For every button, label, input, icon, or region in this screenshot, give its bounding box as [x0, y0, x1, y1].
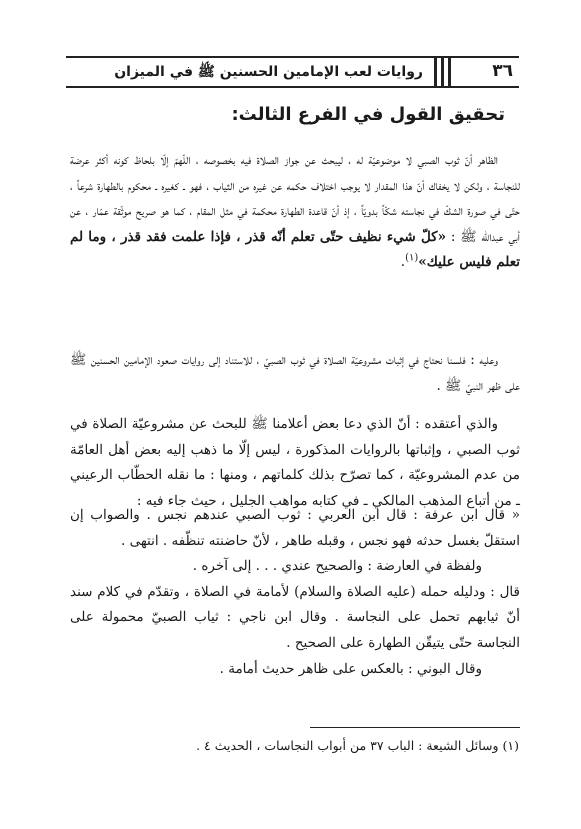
header-separator: [448, 56, 451, 88]
footnote-reference: (١): [405, 252, 419, 264]
paragraph-1-text: الظاهر أنّ ثوب الصبي لا موضوعيّة له ، ليبحث عن جواز الصلاة فيه بخصوصه ، اللّهمّ إلّا بلحاظ كونه أكثر عرضة للنجاسة ، ولكن لا يخفاك أنّ هذا المقدار لا يوجب اختلاف حكمه عن غيره من الثياب ، فهو ـ كغيره ـ محكوم بالطهارة شرعاً ، حتّى في صورة الشكّ في نجاسته شكّاً بدويّاً ، إذ أنّ قاعدة الطهارة محكمة في مثل المقام ، كما هو صريح موثّقة عمّار ، عن أبي عبدالله ﷺ :: [70, 152, 520, 245]
running-title: روايات لعب الإمامين الحسنين ﷺ في الميزان: [114, 64, 423, 80]
page-number: ٣٦: [492, 61, 513, 81]
quote-line-3: قال : ودليله حمله (عليه الصلاة والسلام) لأمامة في الصلاة ، وتقدّم في كلام سند أنّ ثيابهم تحمل على النجاسة . وقال ابن ناجي : ثياب الصبيّ محمولة على النجاسة حتّى يتيقّن الطهارة على الصحيح .: [70, 583, 520, 651]
running-header: [66, 56, 519, 88]
paragraph-1-end: .: [400, 254, 406, 271]
paragraph-2-text: وعليه : فلسنا نحتاج في إثبات مشروعيّة الصلاة في ثوب الصبيّ ، للاستناد إلى روايات صعود الإمامين الحسنين ﷺ على ظهر النبيّ ﷺ .: [70, 352, 520, 394]
quote-line-2: ولفظة في العارضة : والصحيح عندي . . . إلى آخره .: [192, 558, 482, 575]
paragraph-2: [70, 348, 520, 399]
paragraph-3-text: والذي أعتقده : أنّ الذي دعا بعض أعلامنا ﷺ للبحث عن مشروعيّة الصلاة في ثوب الصبي ، وإثباتها بالروايات المذكورة ، ليس إلّا ما ذهب إليه بعض أهل العامّة من عدم المشروعيّة ، كما تصرّح بذلك كلماتهم ، ومنها : ما نقله الحطّاب الرعيني ـ من أتباع المذهب المالكي ـ في كتابه مواهب الجليل ، حيث جاء فيه :: [70, 416, 520, 509]
header-separator: [434, 56, 437, 88]
paragraph-3: [70, 412, 520, 514]
footnote: (١) وسائل الشيعة : الباب ٣٧ من أبواب النجاسات ، الحديث ٤ .: [196, 738, 519, 753]
header-bottom-rule: [66, 86, 519, 88]
paragraph-1: [70, 148, 520, 276]
section-heading: تحقيق القول في الفرع الثالث:: [231, 104, 505, 125]
quote-line-1: « قال ابن عرفة : قال ابن العربي : ثوب الصبي عندهم نجس . والصواب إن استقلّ بغسل حدثه فهو نجس ، وقبله طاهر ، لأنّ حاضنته تنظّفه . انتهى .: [70, 507, 520, 549]
footnote-divider: [310, 727, 520, 728]
header-top-rule: [66, 56, 519, 58]
header-separator: [441, 56, 444, 88]
quote-line-4: وقال البوني : بالعكس على ظاهر حديث أمامة .: [219, 660, 482, 677]
hadith-quote: «كلّ شيء نظيف حتّى تعلم أنّه قذر ، فإذا علمت فقد قذر ، وما لم تعلم فليس عليك»: [70, 228, 520, 271]
quotation-block: [70, 503, 520, 682]
